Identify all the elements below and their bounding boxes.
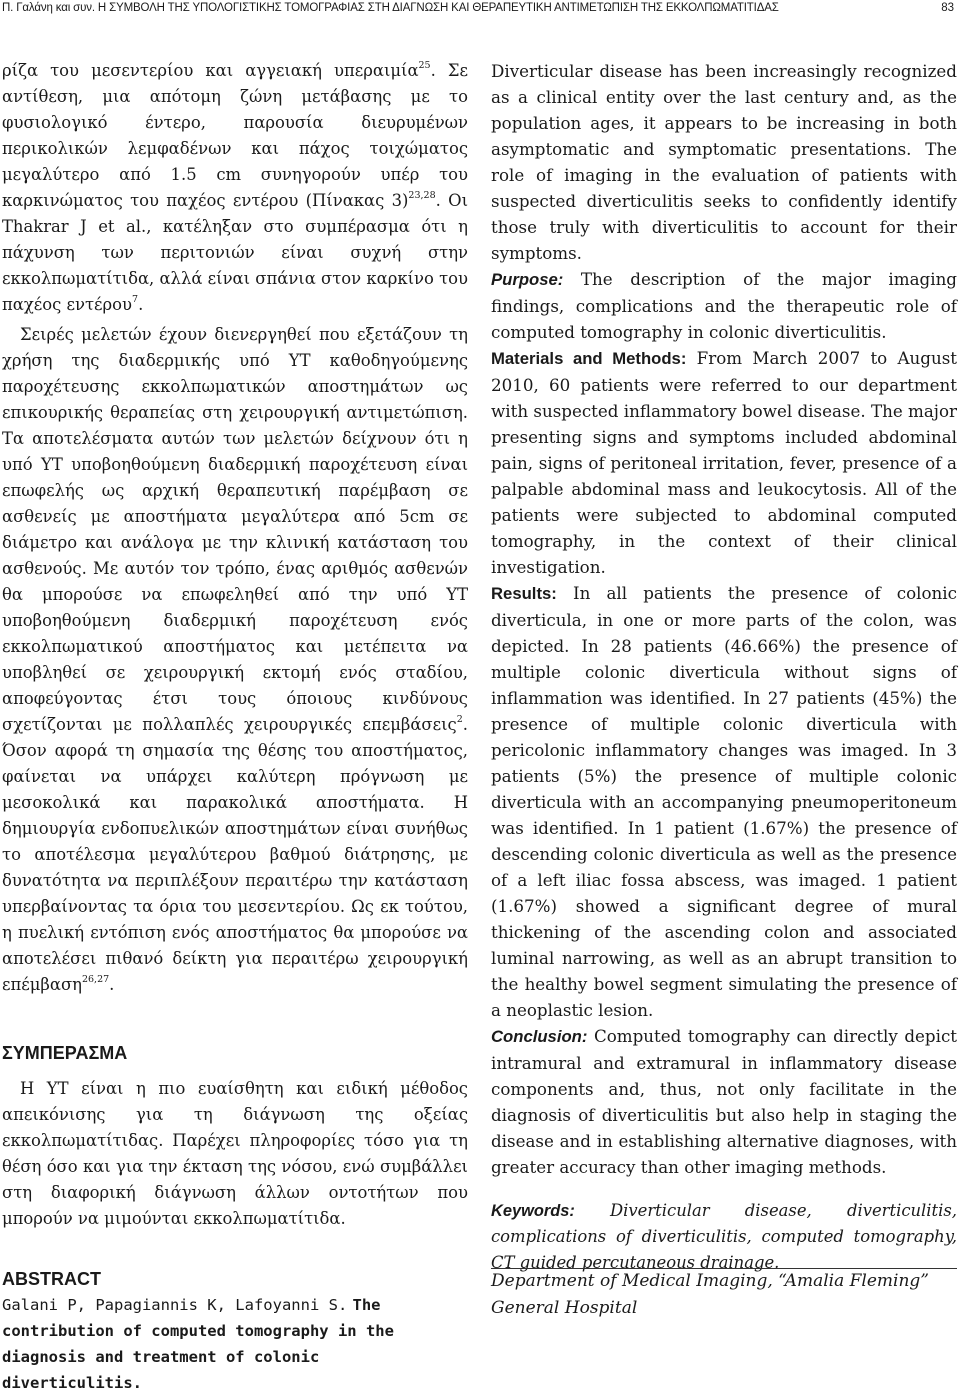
conclusion-paragraph: Η ΥΤ είναι η πιο ευαίσθητη και ειδική μέθοδος απεικόνισης για τη διάγνωση της οξείας εκκολπωματίτιδας. Παρέχει πληροφορίες τόσο για τη θέση όσο και για την έκταση της νόσου, ενώ συμβάλλει στη διαφορική διάγνωση άλλων οντοτήτων που μπορούν να μιμούνται εκκολπωματίτιδα. (2, 1079, 468, 1228)
page-number: 83 (941, 2, 954, 14)
abstract-authors: Galani P, Papagiannis K, Lafoyanni S. (2, 1296, 348, 1314)
citation: 23,28 (408, 190, 436, 201)
keywords: Keywords: Diverticular disease, diverticulitis, complications of diverticulitis, computed tomography, CT guided percutaneous drainage. (491, 1201, 957, 1272)
abstract-results: Results: In all patients the presence of colonic diverticula, in one or more parts of the colon, was depicted. In 28 patients (46.66%) the presence of multiple colonic diverticula without signs of inflammation was identified. In 27 patients (45%) the presence of multiple colonic diverticula with pericolonic inflammatory changes was imaged. In 3 patients (5%) the presence of multiple colonic diverticula with an accompanying pneumoperitoneum was identified. In 1 patient (1.67%) the presence of descending colonic diverticula as well as the presence of a left iliac fossa abscess, was imaged. 1 patient (1.67%) showed a significant degree of mural thickening of the ascending colon and associated luminal narrowing, as well as an abrupt transition to the healthy bowel segment simulating the presence of a neoplastic lesion. (491, 583, 957, 1020)
abstract-title: The contribution of computed tomography in the diagnosis and treatment of colonic diverticulitis. (2, 1296, 394, 1392)
right-column (491, 58, 957, 1276)
citation: 25 (418, 60, 431, 71)
abstract-citation (2, 1292, 468, 1396)
affiliation: Department of Medical Imaging, “Amalia Fleming” General Hospital (491, 1271, 929, 1318)
conclusion-label: Conclusion: (491, 1027, 588, 1046)
abstract-methods: Materials and Methods: From March 2007 to August 2010, 60 patients were referred to our department with suspected inflammatory bowel disease. The major presenting signs and symptoms included abdominal pain, signs of peritoneal irritation, fever, presence of a palpable abdominal mass and leukocytosis. All of the patients were subjected to abdominal computed tomography, in the context of their clinical investigation. (491, 348, 957, 577)
running-title: Π. Γαλάνη και συν. Η ΣΥΜΒΟΛΗ ΤΗΣ ΥΠΟΛΟΓΙΣΤΙΚΗΣ ΤΟΜΟΓΡΑΦΙΑΣ ΣΤΗ ΔΙΑΓΝΩΣΗ ΚΑΙ ΘΕΡΑΠΕΥΤΙΚΗ ΑΝΤΙΜΕΤΩΠΙΣΗ ΤΗΣ ΕΚΚΟΛΠΩΜΑΤΙΤΙΔΑΣ (2, 2, 779, 14)
keywords-label: Keywords: (491, 1202, 575, 1220)
affiliation-block (491, 1268, 957, 1322)
citation: 26,27 (81, 974, 110, 985)
results-label: Results: (491, 584, 557, 603)
abstract-heading: ABSTRACT (2, 1269, 101, 1289)
conclusion-heading: ΣΥΜΠΕΡΑΣΜΑ (2, 1043, 128, 1063)
purpose-label: Purpose: (491, 270, 564, 289)
running-header (2, 0, 954, 16)
abstract-conclusion: Conclusion: Computed tomography can directly depict intramural and extramural in inflammatory disease components and, thus, not only facilitate in the diagnosis of diverticulitis but also help in staging the disease and in establishing alternative diagnoses, with greater accuracy than other imaging methods. (491, 1026, 957, 1177)
citation: 2 (456, 714, 463, 725)
citation: 7 (132, 294, 139, 305)
abstract-purpose: Purpose: The description of the major imaging findings, complications and the therapeutic role of computed tomography in colonic diverticulitis. (491, 269, 957, 342)
left-column (2, 58, 468, 1396)
methods-label: Materials and Methods: (491, 349, 687, 368)
abstract-intro: Diverticular disease has been increasingly recognized as a clinical entity over the last century and, as the population ages, it appears to be increasing in both asymptomatic and symptomatic presentations. The role of imaging in the evaluation of patients with suspected diverticulitis seeks to confidently identify those truly with diverticulitis to account for their symptoms. (491, 61, 957, 263)
body-paragraph: ρίζα του μεσεντερίου και αγγειακή υπεραιμία$^{25}$. Σε αντίθεση, μια απότομη ζώνη μετάβασης με το φυσιολογικό έντερο, παρουσία διευρυμένων περικολικών λεμφαδένων και πάχος τοιχώματος μεγαλύτερο από 1.5 cm συνηγορούν υπέρ του καρκινώματος του παχέος εντέρου (Πίνακας 3)$^{23,28}$. Οι Thakrar J et al., κατέληξαν στο συμπέρασμα ότι η πάχυνση των περιτονιών είναι συχνή στην εκκολπωματίτιδα, αλλά είναι σπάνια στον καρκίνο του παχέος εντέρου$^7$. (2, 60, 468, 314)
body-paragraph: Σειρές μελετών έχουν διενεργηθεί που εξετάζουν τη χρήση της διαδερμικής υπό ΥΤ καθοδηγούμενης παροχέτευσης εκκολπωματικών αποστημάτων ως επικουρικής θεραπείας στη χειρουργική αντιμετώπιση. Τα αποτελέσματα αυτών των μελετών δείχνουν ότι η υπό ΥΤ υποβοηθούμενη διαδερμική παροχέτευση είναι επωφελής ως αρχική θεραπευτική παρέμβαση σε ασθενείς με αποστήματα μεγαλύτερα από 5cm σε διάμετρο και ανάλογα με την κλινική κατάσταση του ασθενούς. Με αυτόν τον τρόπο, ένας αριθμός ασθενών θα μπορούσε να επωφεληθεί από την υπό ΥΤ υποβοηθούμενη διαδερμική παροχέτευση ενός εκκολπωματικού αποστήματος και μετέπειτα να υποβληθεί σε χειρουργική εκτομή ενός σταδίου, αποφεύγοντας έτσι τους όποιους κινδύνους σχετίζονται με πολλαπλές χειρουργικές επεμβάσεις$^2$. Όσον αφορά τη σημασία της θέσης του αποστήματος, φαίνεται να υπάρχει καλύτερη πρόγνωση με μεσοκολικά και παρακολικά αποστήματα. Η δημιουργία ενδοπυελικών αποστημάτων είναι συνήθως το αποτέλεσμα μεγαλύτερου βαθμού διάτρησης, με δυνατότητα να περιπλέξουν περαιτέρω την κατάσταση υπερβαίνοντας τα όρια του μεσεντερίου. Ως εκ τούτου, η πυελική εντόπιση ενός αποστήματος θα μπορούσε να αποτελέσει πιθανό δείκτη για περαιτέρω χειρουργική επέμβαση$^{26,27}$. (2, 325, 468, 994)
